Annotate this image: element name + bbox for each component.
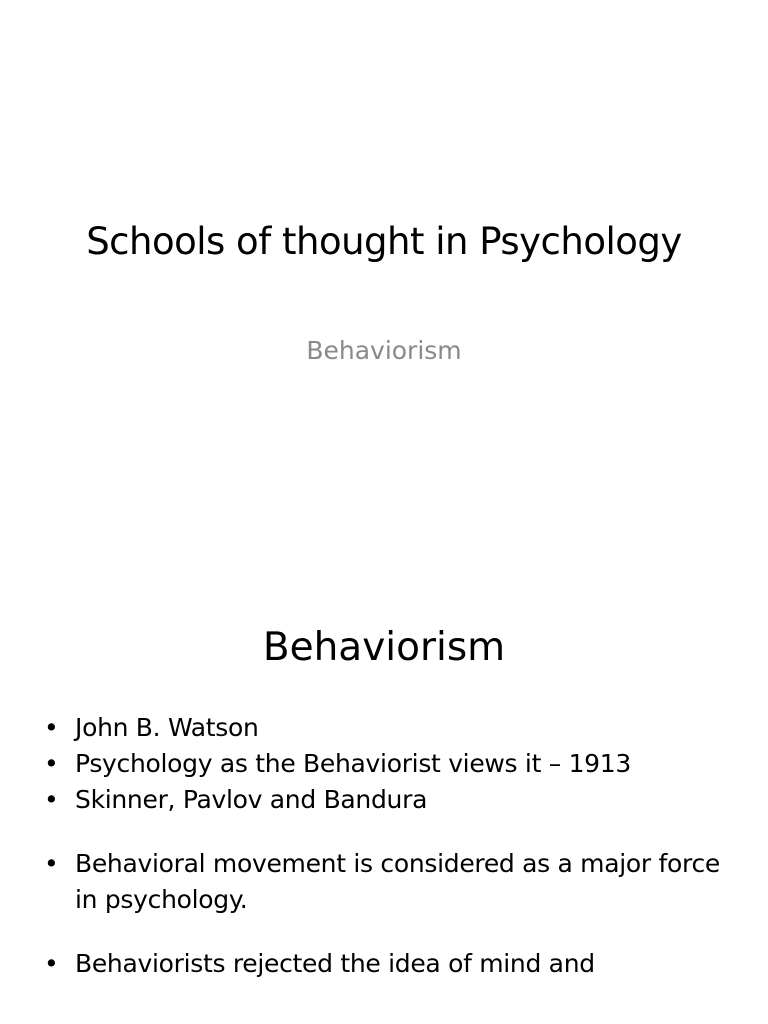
bullet-dot-icon: • xyxy=(44,749,59,778)
slide-subtitle: Behaviorism xyxy=(306,336,462,365)
bullet-list xyxy=(44,710,724,982)
content-slide xyxy=(0,576,768,1024)
bullet-dot-icon: • xyxy=(44,849,59,878)
bullet-item xyxy=(44,710,724,746)
bullet-item xyxy=(44,946,724,982)
bullet-dot-icon: • xyxy=(44,785,59,814)
bullet-item xyxy=(44,782,724,818)
slide-title: Schools of thought in Psychology xyxy=(86,220,682,263)
bullet-item xyxy=(44,746,724,782)
bullet-text: Behaviorists rejected the idea of mind and xyxy=(75,949,595,978)
bullet-text: Skinner, Pavlov and Bandura xyxy=(75,785,428,814)
content-slide-title: Behaviorism xyxy=(262,625,506,670)
bullet-dot-icon: • xyxy=(44,949,59,978)
bullet-dot-icon: • xyxy=(44,713,59,742)
bullet-text: Psychology as the Behaviorist views it – 1913 xyxy=(75,749,631,778)
bullet-text: John B. Watson xyxy=(75,713,259,742)
bullet-text: Behavioral movement is considered as a major force in psychology. xyxy=(75,849,720,914)
bullet-item xyxy=(44,846,724,918)
